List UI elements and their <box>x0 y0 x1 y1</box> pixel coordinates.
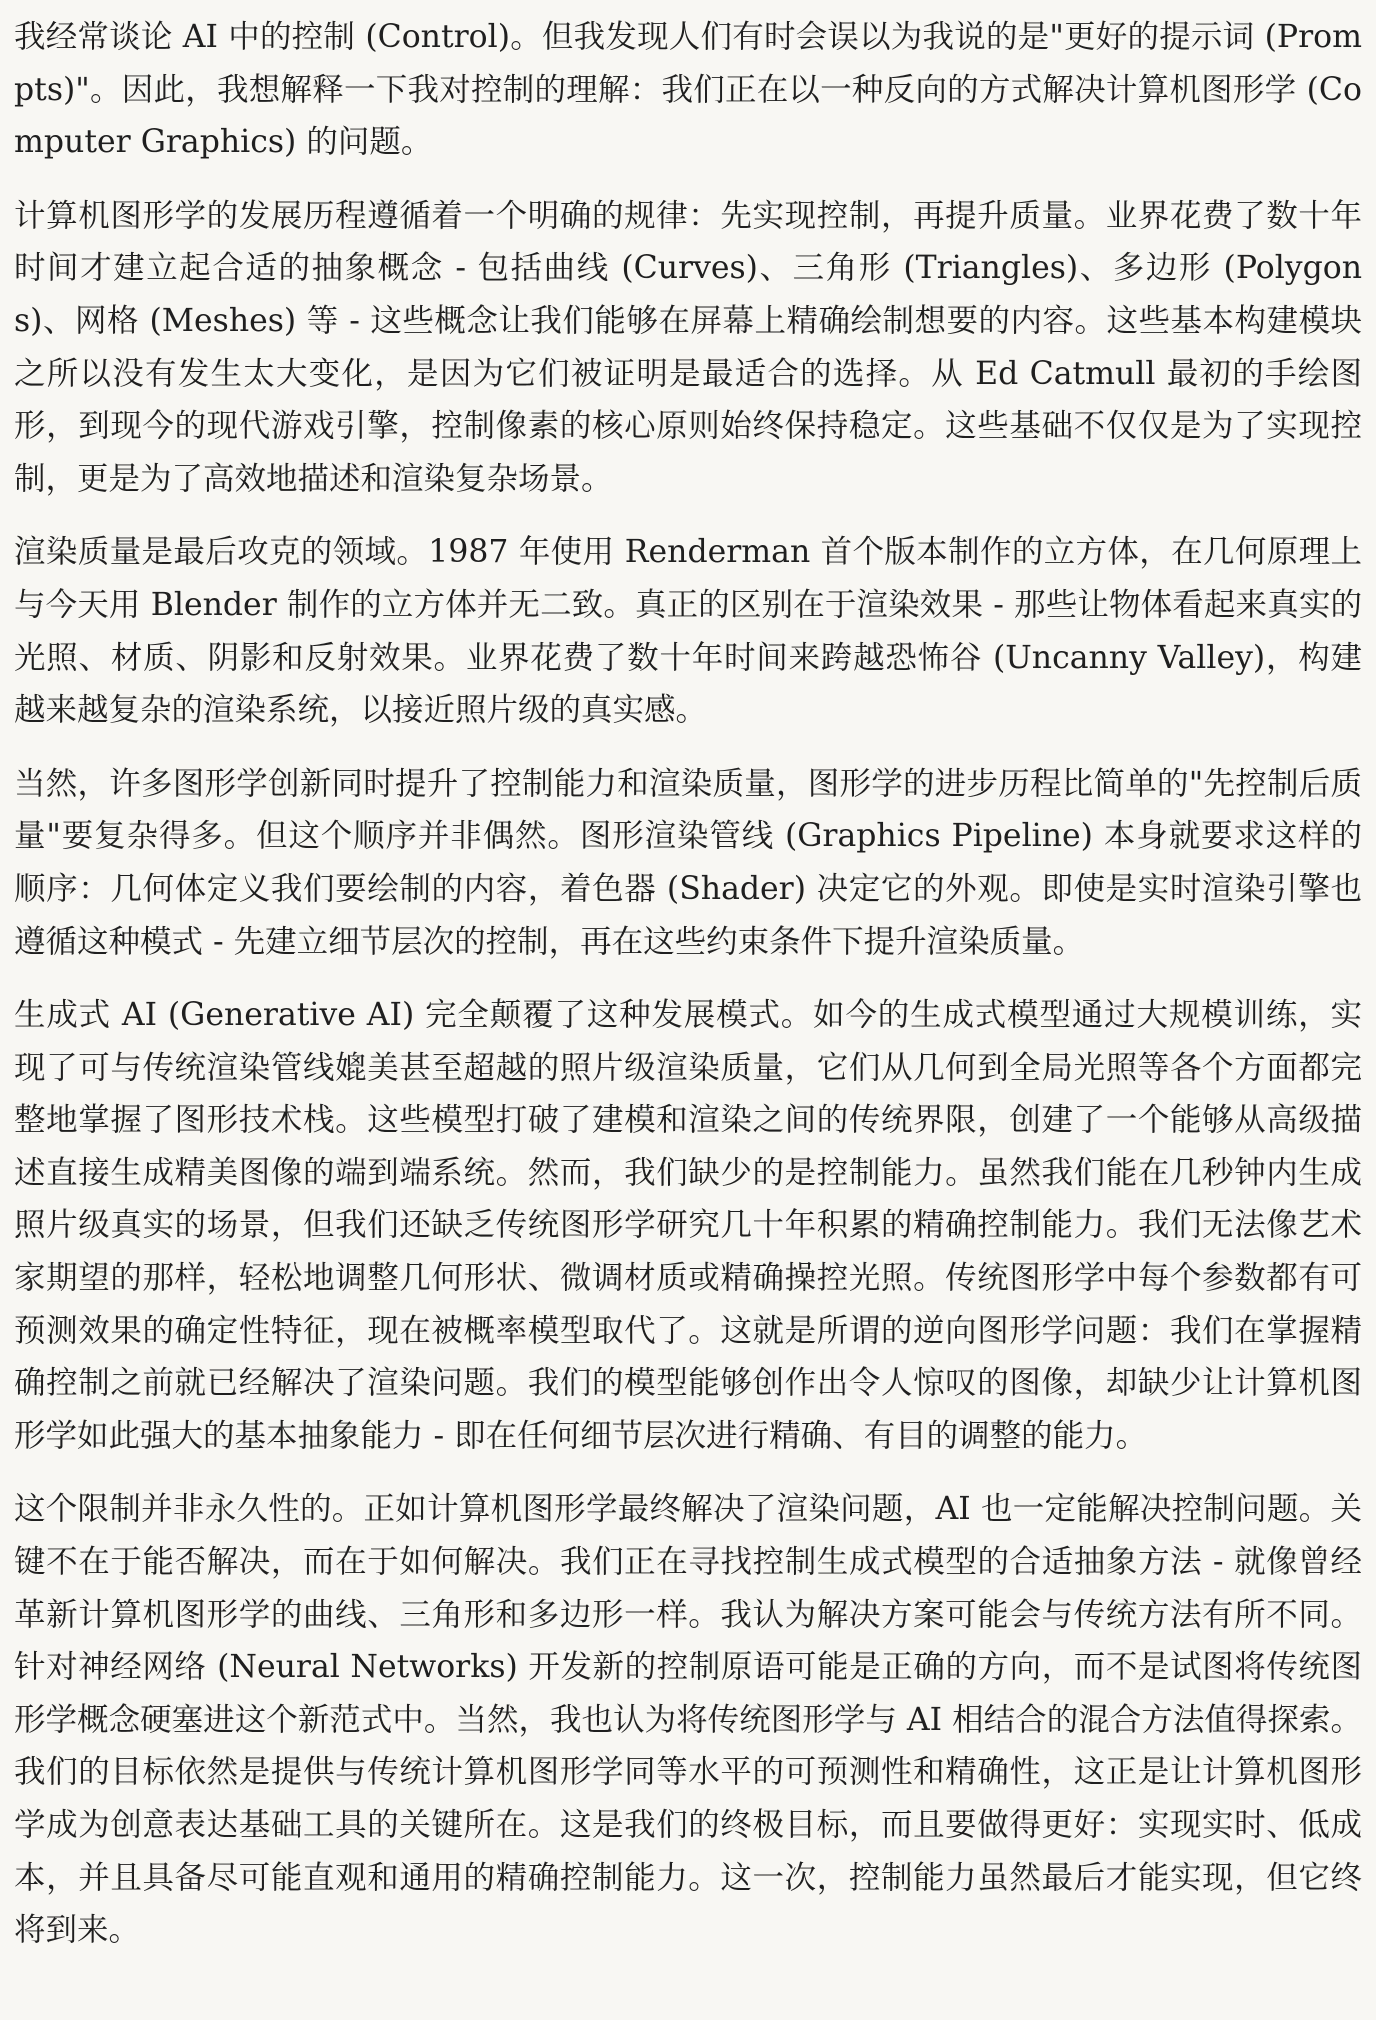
paragraph-pipeline-order: 当然，许多图形学创新同时提升了控制能力和渲染质量，图形学的进步历程比简单的"先控制后质量"要复杂得多。但这个顺序并非偶然。图形渲染管线 (Graphics Pipeline) 本身就要求这样的顺序：几何体定义我们要绘制的内容，着色器 (Shader) 决定它的外观。即使是实时渲染引擎也遵循这种模式 - 先建立细节层次的控制，再在这些约束条件下提升渲染质量。 <box>14 765 1362 960</box>
paragraph-intro: 我经常谈论 AI 中的控制 (Control)。但我发现人们有时会误以为我说的是"更好的提示词 (Prompts)"。因此，我想解释一下我对控制的理解：我们正在以一种反向的方式解决计算机图形学 (Computer Graphics) 的问题。 <box>14 19 1362 161</box>
paragraph-render-quality: 渲染质量是最后攻克的领域。1987 年使用 Renderman 首个版本制作的立方体，在几何原理上与今天用 Blender 制作的立方体并无二致。真正的区别在于渲染效果 - 那些让物体看起来真实的光照、材质、阴影和反射效果。业界花费了数十年时间来跨越恐怖谷 (Uncanny Valley)，构建越来越复杂的渲染系统，以接近照片级的真实感。 <box>14 534 1362 729</box>
paragraph-control-first: 计算机图形学的发展历程遵循着一个明确的规律：先实现控制，再提升质量。业界花费了数十年时间才建立起合适的抽象概念 - 包括曲线 (Curves)、三角形 (Triangles)、多边形 (Polygons)、网格 (Meshes) 等 - 这些概念让我们能够在屏幕上精确绘制想要的内容。这些基本构建模块之所以没有发生太大变化，是因为它们被证明是最适合的选择。从 Ed Catmull 最初的手绘图形，到现今的现代游戏引擎，控制像素的核心原则始终保持稳定。这些基础不仅仅是为了实现控制，更是为了高效地描述和渲染复杂场景。 <box>14 197 1362 497</box>
paragraph-conclusion: 这个限制并非永久性的。正如计算机图形学最终解决了渲染问题，AI 也一定能解决控制问题。关键不在于能否解决，而在于如何解决。我们正在寻找控制生成式模型的合适抽象方法 - 就像曾经革新计算机图形学的曲线、三角形和多边形一样。我认为解决方案可能会与传统方法有所不同。针对神经网络 (Neural Networks) 开发新的控制原语可能是正确的方向，而不是试图将传统图形学概念硬塞进这个新范式中。当然，我也认为将传统图形学与 AI 相结合的混合方法值得探索。我们的目标依然是提供与传统计算机图形学同等水平的可预测性和精确性，这正是让计算机图形学成为创意表达基础工具的关键所在。这是我们的终极目标，而且要做得更好：实现实时、低成本，并且具备尽可能直观和通用的精确控制能力。这一次，控制能力虽然最后才能实现，但它终将到来。 <box>14 1491 1362 1949</box>
paragraph-generative-ai: 生成式 AI (Generative AI) 完全颠覆了这种发展模式。如今的生成式模型通过大规模训练，实现了可与传统渲染管线媲美甚至超越的照片级渲染质量，它们从几何到全局光照等各个方面都完整地掌握了图形技术栈。这些模型打破了建模和渲染之间的传统界限，创建了一个能够从高级描述直接生成精美图像的端到端系统。然而，我们缺少的是控制能力。虽然我们能在几秒钟内生成照片级真实的场景，但我们还缺乏传统图形学研究几十年积累的精确控制能力。我们无法像艺术家期望的那样，轻松地调整几何形状、微调材质或精确操控光照。传统图形学中每个参数都有可预测效果的确定性特征，现在被概率模型取代了。这就是所谓的逆向图形学问题：我们在掌握精确控制之前就已经解决了渲染问题。我们的模型能够创作出令人惊叹的图像，却缺少让计算机图形学如此强大的基本抽象能力 - 即在任何细节层次进行精确、有目的调整的能力。 <box>14 997 1362 1454</box>
